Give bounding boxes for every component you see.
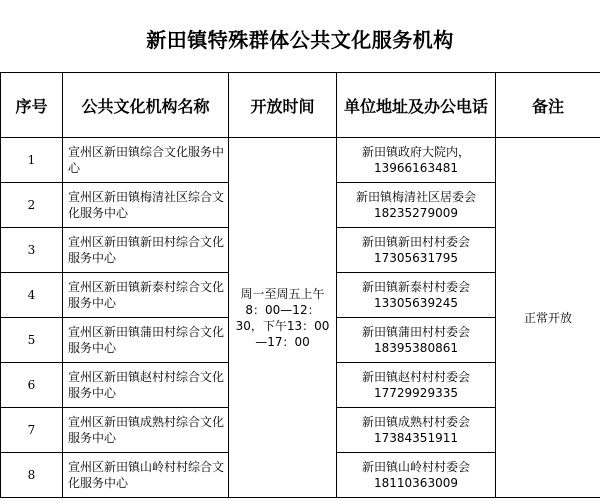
row-name: 宣州区新田镇成熟村综合文化服务中心	[63, 408, 229, 453]
row-phone: 17729929335	[374, 386, 458, 400]
row-address	[337, 363, 496, 408]
table-row	[1, 138, 600, 183]
row-address-text: 新田镇新泰村村委会	[361, 280, 470, 294]
header-hours: 开放时间	[229, 73, 337, 138]
row-address-text: 新田镇成熟村村委会	[361, 415, 470, 429]
row-index: 1	[1, 138, 63, 183]
row-index: 7	[1, 408, 63, 453]
note-cell: 正常开放	[496, 138, 600, 498]
opening-hours: 周一至周五上午8：00—12：30，下午13：00—17：00	[229, 138, 337, 498]
header-name: 公共文化机构名称	[63, 73, 229, 138]
row-address	[337, 318, 496, 363]
row-address	[337, 183, 496, 228]
table-header-row	[1, 73, 600, 138]
row-name: 宣州区新田镇赵村村综合文化服务中心	[63, 363, 229, 408]
row-index: 3	[1, 228, 63, 273]
row-phone: 18110363009	[374, 476, 458, 490]
page-title: 新田镇特殊群体公共文化服务机构	[146, 28, 454, 52]
row-address-text: 新田镇政府大院内，	[361, 145, 470, 159]
row-name: 宣州区新田镇梅清社区综合文化服务中心	[63, 183, 229, 228]
row-phone: 18235279009	[374, 206, 458, 220]
row-name: 宣州区新田镇新泰村综合文化服务中心	[63, 273, 229, 318]
institutions-table	[0, 72, 600, 498]
row-address-text: 新田镇赵村村村委会	[361, 370, 470, 384]
row-name: 宣州区新田镇蒲田村综合文化服务中心	[63, 318, 229, 363]
row-address-text: 新田镇梅清社区居委会	[355, 190, 476, 204]
row-index: 8	[1, 453, 63, 498]
row-address	[337, 273, 496, 318]
row-index: 2	[1, 183, 63, 228]
row-address-text: 新田镇山岭村村委会	[361, 460, 470, 474]
row-name: 宣州区新田镇山岭村村综合文化服务中心	[63, 453, 229, 498]
row-phone: 17384351911	[374, 431, 458, 445]
row-address	[337, 228, 496, 273]
row-index: 5	[1, 318, 63, 363]
row-address-text: 新田镇新田村村委会	[361, 235, 470, 249]
row-phone: 13966163481	[374, 161, 458, 175]
row-phone: 17305631795	[374, 251, 458, 265]
header-index: 序号	[1, 73, 63, 138]
row-index: 4	[1, 273, 63, 318]
header-note: 备注	[496, 73, 600, 138]
row-address	[337, 138, 496, 183]
header-address: 单位地址及办公电话	[337, 73, 496, 138]
row-name: 宣州区新田镇新田村综合文化服务中心	[63, 228, 229, 273]
row-phone: 18395380861	[374, 341, 458, 355]
row-index: 6	[1, 363, 63, 408]
row-phone: 13305639245	[374, 296, 458, 310]
row-address	[337, 453, 496, 498]
row-address-text: 新田镇蒲田村村委会	[361, 325, 470, 339]
row-name: 宣州区新田镇综合文化服务中心	[63, 138, 229, 183]
row-address	[337, 408, 496, 453]
